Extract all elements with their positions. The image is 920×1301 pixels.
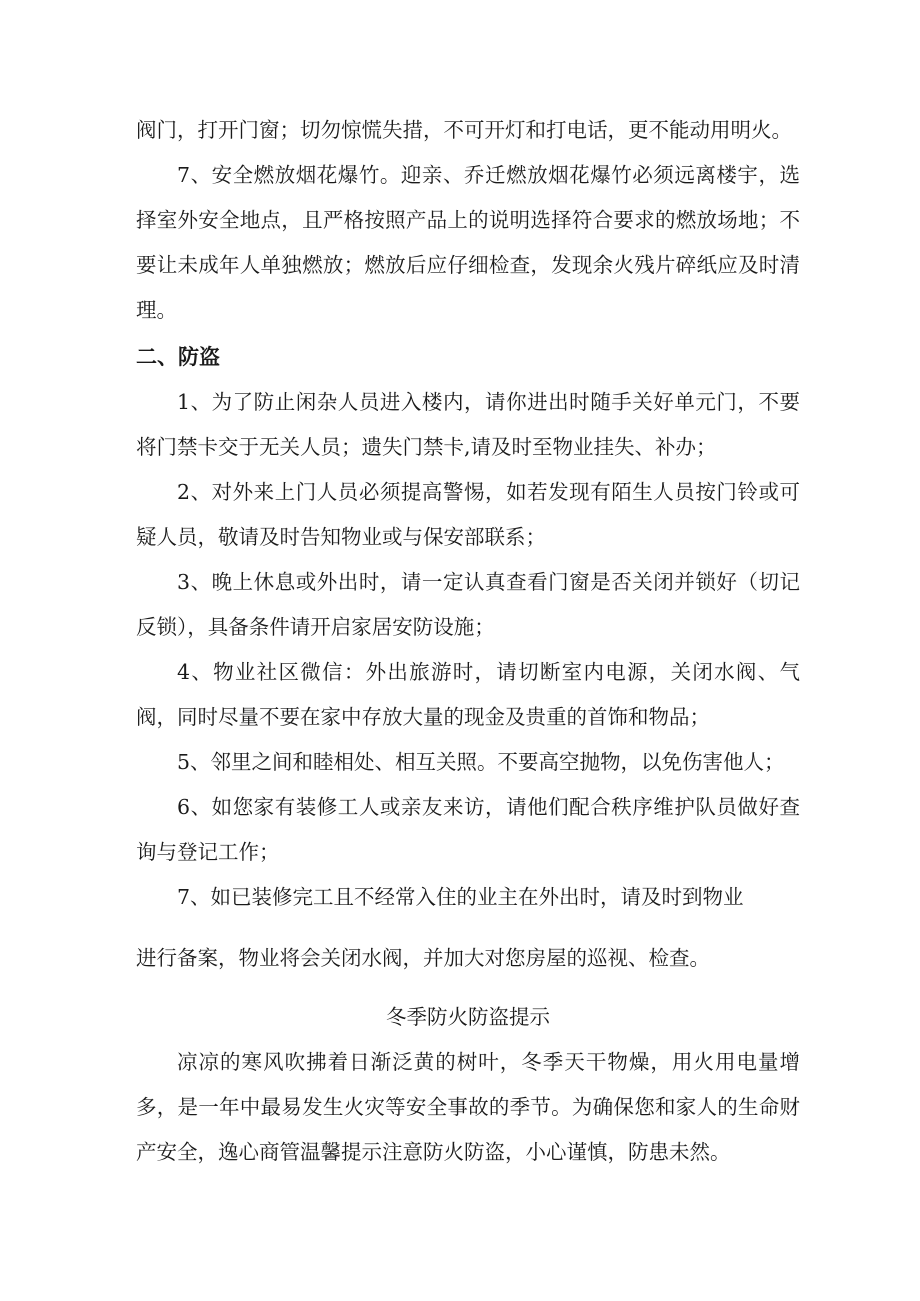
- document-content: [136, 108, 800, 1175]
- anti-theft-item-4: 4、物业社区微信：外出旅游时，请切断室内电源，关闭水阀、气阀，同时尽量不要在家中存放大量的现金及贵重的首饰和物品；: [136, 660, 800, 729]
- anti-theft-item-7-continued: 进行备案，物业将会关闭水阀，并加大对您房屋的巡视、检查。: [136, 946, 710, 970]
- anti-theft-item-3: 3、晚上休息或外出时，请一定认真查看门窗是否关闭并锁好（切记反锁），具备条件请开启家居安防设施；: [136, 570, 800, 639]
- anti-theft-item-1: 1、为了防止闲杂人员进入楼内，请你进出时随手关好单元门，不要将门禁卡交于无关人员；遗失门禁卡,请及时至物业挂失、补办；: [136, 390, 800, 459]
- winter-notice-title: 冬季防火防盗提示: [386, 1005, 550, 1029]
- anti-theft-item-5: 5、邻里之间和睦相处、相互关照。不要高空抛物，以免伤害他人；: [177, 750, 785, 774]
- anti-theft-item-6: 6、如您家有装修工人或亲友来访，请他们配合秩序维护队员做好查询与登记工作；: [136, 795, 800, 864]
- section-heading-anti-theft: 二、防盗: [136, 345, 220, 369]
- winter-notice-body: 凉凉的寒风吹拂着日渐泛黄的树叶，冬季天干物燥，用火用电量增多，是一年中最易发生火灾等安全事故的季节。为确保您和家人的生命财产安全，逸心商管温馨提示注意防火防盗，小心谨慎，防患未然。: [136, 1050, 800, 1164]
- anti-theft-item-2: 2、对外来上门人员必须提高警惕，如若发现有陌生人员按门铃或可疑人员，敬请及时告知物业或与保安部联系；: [136, 480, 800, 549]
- anti-theft-item-7: 7、如已装修完工且不经常入住的业主在外出时，请及时到物业: [177, 885, 744, 909]
- fire-safety-item-7: 7、安全燃放烟花爆竹。迎亲、乔迁燃放烟花爆竹必须远离楼宇，选择室外安全地点，且严格按照产品上的说明选择符合要求的燃放场地；不要让未成年人单独燃放；燃放后应仔细检查，发现余火残片碎纸应及时清理。: [136, 163, 800, 322]
- paragraph-continued: 阀门，打开门窗；切勿惊慌失措，不可开灯和打电话，更不能动用明火。: [136, 118, 792, 142]
